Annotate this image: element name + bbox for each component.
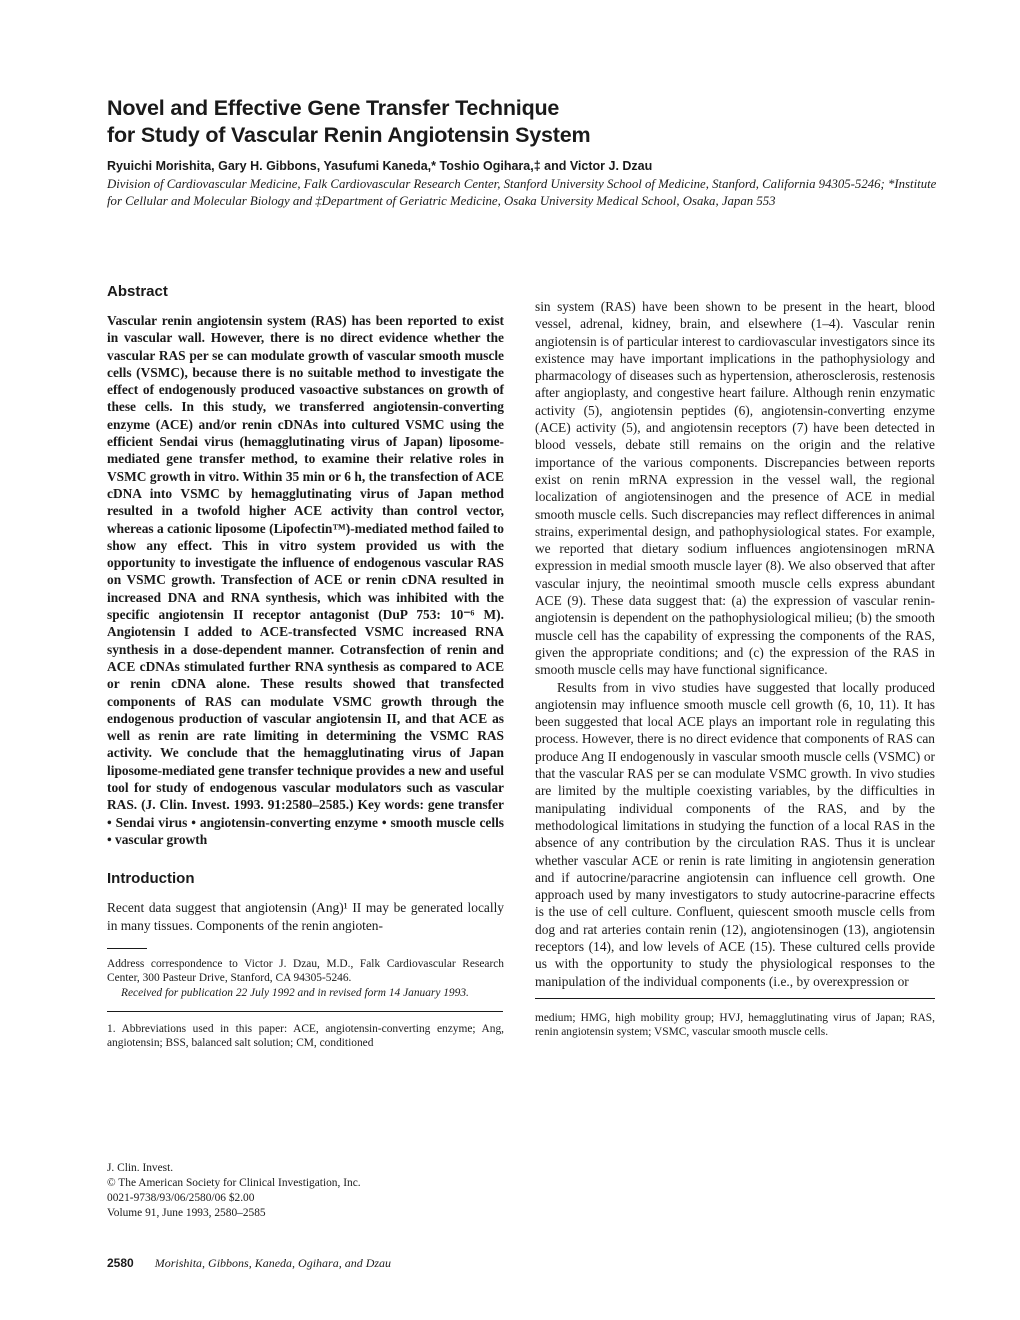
running-authors: Morishita, Gibbons, Kaneda, Ogihara, and Dzau xyxy=(154,1256,392,1270)
right-column xyxy=(535,298,935,1040)
affiliation: Division of Cardiovascular Medicine, Falk Cardiovascular Research Center, Stanford University School of Medicine, Stanford, California 94305-5246; *Institute for Cellular and Molecular Biology and ‡Department of Geriatric Medicine, Osaka University Medical School, Osaka, Japan 553 xyxy=(107,177,937,208)
journal-name: J. Clin. Invest. xyxy=(107,1162,174,1174)
abstract-heading: Abstract xyxy=(107,283,168,300)
intro-paragraph-2: Results from in vivo studies have suggested that locally produced angiotensin may influence smooth muscle cell growth (6, 10, 11). It has been suggested that local ACE plays an important role in regulating this process. However, there is no direct evidence that components of RAS can produce Ang II endogenously in vascular smooth muscle cells (VSMC) or that the vascular RAS per se can modulate VSMC growth. In vivo studies are limited by the multiple coexisting variables, by the difficulties in manipulating individual components of the RAS, and by the methodological limitations in studying the function of a local RAS in the absence of any contribution by the circulation RAS. Thus it is unclear whether vascular ACE or renin is rate limiting in angiotensin generation and if autocrine/paracrine angiotensin can influence cell growth. One approach used by many investigators to study autocrine-paracrine effects is the use of cell culture. Confluent, quiescent smooth muscle cells from dog and rat arteries contain renin (12), angiotensinogen (13), angiotensin receptors (14), and low levels of ACE (15). These cultured cells provide us with the opportunity to study the physiological responses to the manipulation of the individual components (i.e., by overexpression or xyxy=(535,679,935,989)
publication-info xyxy=(107,1161,507,1221)
page-number: 2580 xyxy=(107,1256,134,1270)
abstract-text: Vascular renin angiotensin system (RAS) has been reported to exist in vascular wall. However, there is no direct evidence whether the vascular RAS per se can modulate growth of vascular smooth muscle cells (VSMC), because there is no suitable method to investigate the effect of endogenously produced vasoactive substances on growth of these cells. In this study, we transferred angiotensin-converting enzyme (ACE) and/or renin cDNAs into cultured VSMC using the efficient Sendai virus (hemagglutinating virus of Japan) liposome-mediated gene transfer method, to examine their relative roles in VSMC growth in vitro. Within 35 min or 6 h, the transfection of ACE cDNA into VSMC by hemagglutinating virus of Japan method resulted in a twofold higher ACE activity than control vector, whereas a cationic liposome (Lipofectin™)-mediated method failed to show any effect. This in vitro system provided us with the opportunity to investigate the influence of endogenous vascular RAS on VSMC growth. Transfection of ACE or renin cDNA resulted in increased DNA and RNA synthesis, which was inhibited with the specific angiotensin II receptor antagonist (DuP 753: 10⁻⁶ M). Angiotensin I added to ACE-transfected VSMC increased RNA synthesis in a dose-dependent manner. Cotransfection of renin and ACE cDNAs stimulated further RNA synthesis as compared to ACE or renin cDNA alone. These results showed that transfected components of RAS can modulate VSMC growth through the endogenous production of vascular angiotensin II, and that ACE as well as renin are rate limiting in determining the VSMC RAS activity. We conclude that the hemagglutinating virus of Japan liposome-mediated gene transfer technique provides a new and useful tool for study of endogenous vascular modulators such as vascular RAS. (J. Clin. Invest. 1993. 91:2580–2585.) Key words: gene transfer • Sendai virus • angiotensin-converting enzyme • smooth muscle cells • vascular growth xyxy=(107,313,504,847)
right-footnote-divider xyxy=(535,998,935,999)
introduction-heading: Introduction xyxy=(107,870,195,888)
correspondence-address: Address correspondence to Victor J. Dzau, M.D., Falk Cardiovascular Research Center, 300 Pasteur Drive, Stanford, CA 94305-5246. xyxy=(107,957,504,985)
author-list: Ryuichi Morishita, Gary H. Gibbons, Yasufumi Kaneda,* Toshio Ogihara,‡ and Victor J. Dzau xyxy=(107,159,653,173)
intro-paragraph-start: Recent data suggest that angiotensin (Ang)¹ II may be generated locally in many tissues. Components of the renin angioten- xyxy=(107,900,504,933)
footnote-divider xyxy=(107,1011,503,1012)
title-block xyxy=(107,95,937,209)
footnote-rule xyxy=(107,948,147,949)
left-column xyxy=(107,283,504,1051)
intro-paragraph-continued: sin system (RAS) have been shown to be present in the heart, blood vessel, adrenal, kidney, brain, and elsewhere (1–4). Vascular renin angiotensin is of particular interest to cardiovascular investigators since its existence may have important implications in the pathophysiology and pharmacology of diseases such as hypertension, atherosclerosis, restenosis after angioplasty, and congestive heart failure. Although renin enzymatic activity (5), angiotensin peptides (6), angiotensin-converting enzyme (ACE) activity (5), and angiotensin receptors (7) have been detected in blood vessels, debate still remains on the origin and the relative importance of the various components. Discrepancies between reports exist on renin mRNA expression in the vessel wall, the regional localization of angiotensinogen and the presence of ACE in medial smooth muscle cells. Such discrepancies may reflect differences in animal strains, experimental design, and pathophysiological states. For example, we reported that dietary sodium influences angiotensinogen mRNA expression in medial smooth muscle layer (8). We also observed that after vascular injury, the neointimal smooth muscle cells express abundant ACE (9). These data suggest that: (a) the expression of vascular renin-angiotensin is dependent on the pathophysiological milieu; (b) the smooth muscle cell has the capability of expressing the components of the RAS, given the appropriate conditions; and (c) the expression of the RAS in smooth muscle cells may have functional significance. xyxy=(535,299,935,678)
running-footer xyxy=(107,1256,391,1271)
abbreviations-footnote: 1. Abbreviations used in this paper: ACE, angiotensin-converting enzyme; Ang, angiotensin; BSS, balanced salt solution; CM, conditioned xyxy=(107,1022,504,1050)
abbreviations-footnote-continued: medium; HMG, high mobility group; HVJ, hemagglutinating virus of Japan; RAS, renin angiotensin system; VSMC, vascular smooth muscle cells. xyxy=(535,1011,935,1039)
paper-title xyxy=(107,95,937,149)
issn-line: 0021-9738/93/06/2580/06 $2.00 xyxy=(107,1192,255,1204)
title-line-2: for Study of Vascular Renin Angiotensin System xyxy=(107,123,591,147)
volume-line: Volume 91, June 1993, 2580–2585 xyxy=(107,1207,266,1219)
copyright-line: © The American Society for Clinical Investigation, Inc. xyxy=(107,1177,361,1189)
title-line-1: Novel and Effective Gene Transfer Technique xyxy=(107,96,560,120)
received-date: Received for publication 22 July 1992 and in revised form 14 January 1993. xyxy=(121,986,469,999)
